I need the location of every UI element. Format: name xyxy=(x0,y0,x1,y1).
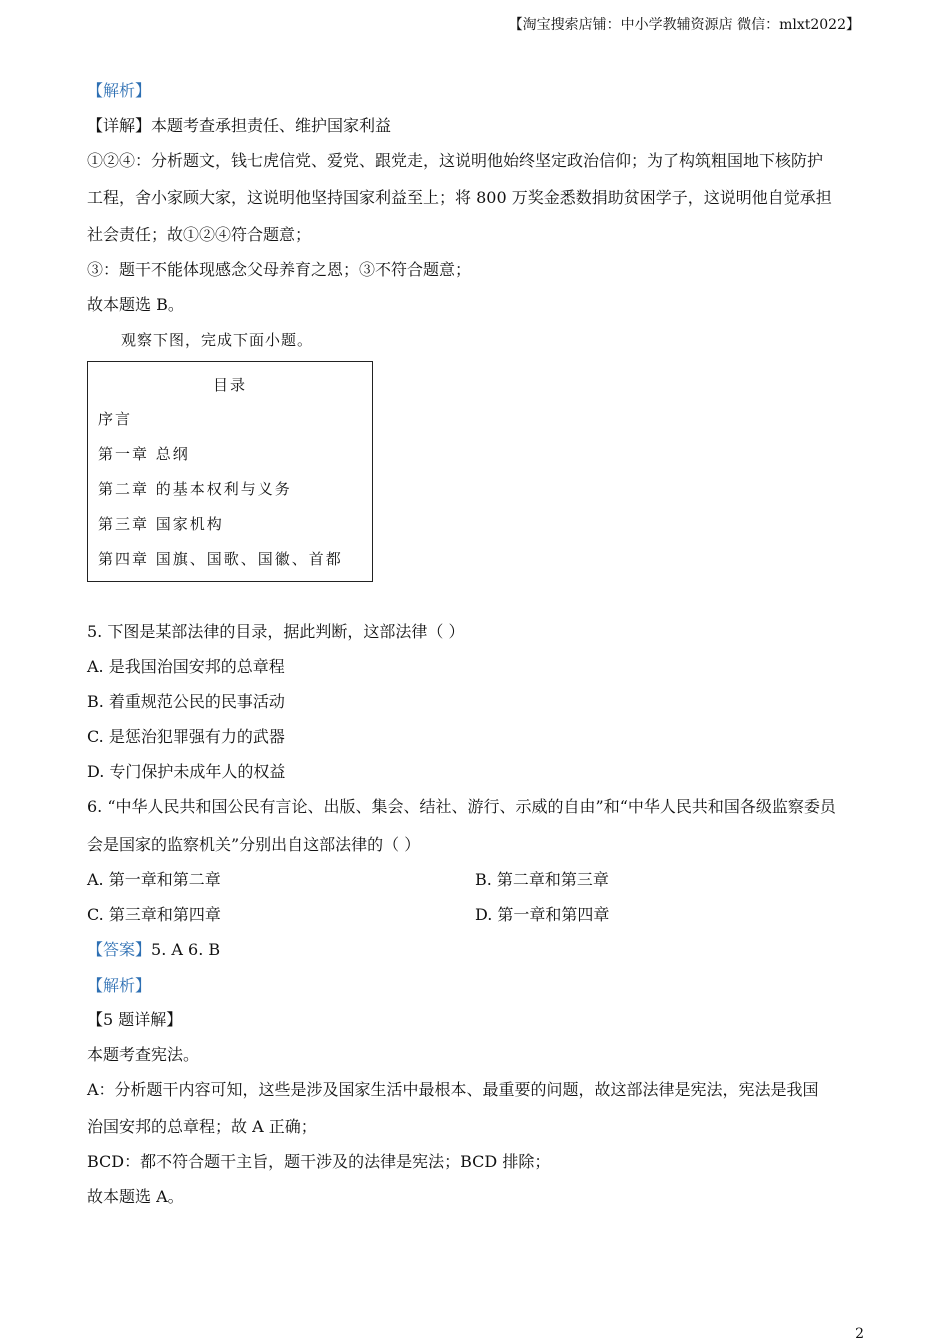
question-6-option-d: D. 第一章和第四章 xyxy=(475,905,610,924)
toc-item: 第二章 的基本权利与义务 xyxy=(98,480,292,498)
question-6-stem: 会是国家的监察机关”分别出自这部法律的（ ） xyxy=(87,835,421,854)
answer-value: 5. A 6. B xyxy=(151,940,221,959)
toc-item: 序言 xyxy=(98,410,133,428)
toc-item: 第四章 国旗、国歌、国徽、首都 xyxy=(98,550,343,568)
page-header: 【淘宝搜索店铺：中小学教辅资源店 微信：mlxt2022】 xyxy=(508,17,860,33)
analysis-label: 【解析】 xyxy=(87,976,152,995)
question-5-stem: 5. 下图是某部法律的目录，据此判断，这部法律（ ） xyxy=(87,622,465,641)
detail-heading: 【5 题详解】 xyxy=(87,1010,183,1029)
question-6-stem: 6. “中华人民共和国公民有言论、出版、集会、结社、游行、示威的自由”和“中华人民共和国各级监察委员 xyxy=(87,797,836,816)
topic-line: 本题考查宪法。 xyxy=(87,1045,200,1064)
question-5-option-a: A. 是我国治国安邦的总章程 xyxy=(87,657,285,676)
toc-item: 第三章 国家机构 xyxy=(98,515,224,533)
detail-heading: 【详解】本题考查承担责任、维护国家利益 xyxy=(87,116,392,135)
table-of-contents-box xyxy=(87,361,373,582)
paragraph-line: ③：题干不能体现感念父母养育之恩；③不符合题意； xyxy=(87,260,472,279)
question-6-option-b: B. 第二章和第三章 xyxy=(475,870,609,889)
question-5-option-d: D. 专门保护未成年人的权益 xyxy=(87,762,286,781)
toc-title: 目录 xyxy=(212,376,247,394)
question-6-option-a: A. 第一章和第二章 xyxy=(87,870,221,889)
paragraph-line: A：分析题干内容可知，这些是涉及国家生活中最根本、最重要的问题，故这部法律是宪法，宪法是我国 xyxy=(87,1080,819,1099)
toc-item: 第一章 总纲 xyxy=(98,445,190,463)
paragraph-line: 社会责任；故①②④符合题意； xyxy=(87,225,312,244)
paragraph-line: ①②④：分析题文，钱七虎信党、爱党、跟党走，这说明他始终坚定政治信仰；为了构筑粗国地下核防护 xyxy=(87,151,824,170)
question-6-options-row xyxy=(87,870,867,890)
question-5-option-c: C. 是惩治犯罪强有力的武器 xyxy=(87,727,285,746)
intro-line: 观察下图，完成下面小题。 xyxy=(121,331,314,349)
paragraph-line: 治国安邦的总章程；故 A 正确； xyxy=(87,1117,317,1136)
conclusion-line: 故本题选 B。 xyxy=(87,295,184,314)
paragraph-line: 工程，舍小家顾大家，这说明他坚持国家利益至上；将 800 万奖金悉数捐助贫困学子，这说明他自觉承担 xyxy=(87,188,832,207)
answer-line xyxy=(87,940,867,960)
page-number: 2 xyxy=(855,1326,864,1342)
question-6-option-c: C. 第三章和第四章 xyxy=(87,905,221,924)
question-6-options-row xyxy=(87,905,867,925)
paragraph-line: BCD：都不符合题干主旨，题干涉及的法律是宪法；BCD 排除； xyxy=(87,1152,551,1171)
question-5-option-b: B. 着重规范公民的民事活动 xyxy=(87,692,285,711)
answer-label: 【答案】 xyxy=(87,940,152,959)
conclusion-line: 故本题选 A。 xyxy=(87,1187,184,1206)
analysis-label: 【解析】 xyxy=(87,81,152,100)
